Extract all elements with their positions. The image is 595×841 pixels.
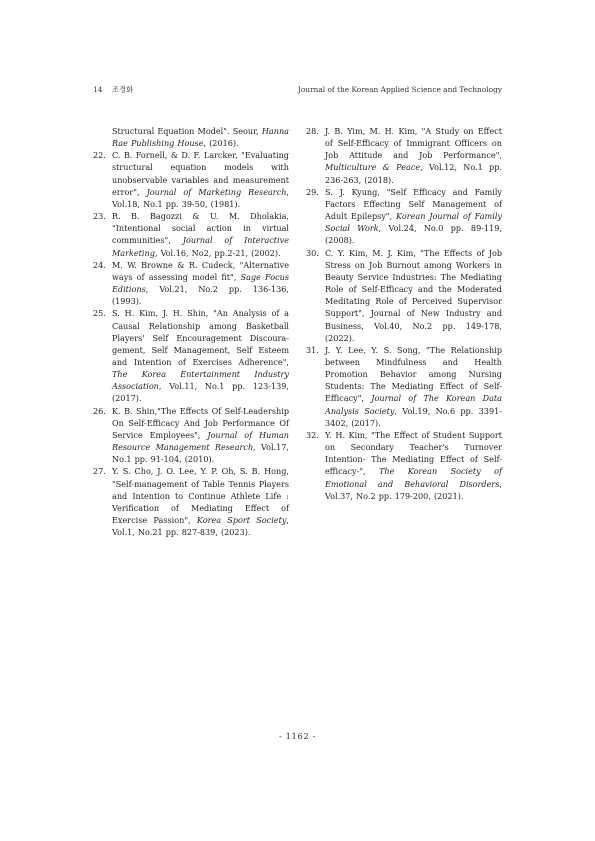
reference-text-run: R. B. Bagozzi & U. M. Dholakia, "Intentional social action in virtual communities",	[112, 211, 289, 246]
reference-item	[93, 307, 289, 404]
references-column-left	[93, 125, 289, 538]
reference-item	[306, 344, 502, 429]
reference-text-run: Structural Equation Model". Seour,	[112, 126, 262, 136]
running-header	[93, 84, 502, 96]
reference-number: 23.	[93, 211, 106, 222]
reference-text	[112, 307, 289, 404]
reference-text-run: S. J. Kyung, "Self Efficacy and Family Factors Effecting Self Management of Adult Epilepsy",	[325, 186, 502, 222]
reference-item	[306, 186, 502, 247]
reference-text-run: , Vol.11, No.1 pp. 123-139, (2017).	[112, 381, 289, 404]
reference-text-run: J. B. Yim, M. H. Kim, "A Study on Effect of Self-Efficacy of Immigrant Officers on Job Attitude and Job Performance",	[325, 126, 502, 161]
reference-text	[325, 125, 502, 186]
reference-number: 29.	[306, 186, 319, 197]
reference-item	[93, 149, 289, 210]
reference-source-title: The Korean Society of Emotional and Behavioral Disorders	[325, 466, 502, 489]
reference-source-title: The Korea Entertainment Industry Association	[112, 369, 289, 392]
reference-source-title: Journal of Marketing Research	[146, 186, 287, 197]
reference-text-run: C. B. Fornell, & D. F. Larcker, "Evaluating structural equation models with unobservable variables and measurement error",	[112, 150, 289, 197]
reference-text	[112, 210, 289, 259]
references-column-right	[306, 125, 502, 502]
reference-source-title: Sage Focus Editions	[112, 271, 289, 295]
reference-source-title: Hanna Rae Publishing House	[112, 126, 289, 149]
reference-text	[112, 259, 289, 308]
reference-source-title: Korea Sport Society	[196, 515, 287, 525]
reference-text-run: , Vol.21, No.2 pp. 136-136, (1993).	[112, 284, 289, 307]
reference-item	[306, 429, 502, 502]
reference-text	[112, 405, 289, 466]
reference-number: 26.	[93, 405, 106, 416]
reference-text	[112, 465, 289, 538]
reference-text-run: , Vol.19, No.6 pp. 3391-3402, (2017).	[325, 405, 502, 428]
reference-number: 25.	[93, 308, 106, 319]
reference-text-run: J. Y. Lee, Y. S. Song, "The Relationship between Mindfulness and Health Promotion Behavior among Nursing Students: The Mediating Effect of Self-Efficacy",	[325, 344, 502, 404]
reference-number: 32.	[306, 429, 319, 440]
reference-text	[112, 149, 289, 210]
reference-number: 22.	[93, 150, 106, 161]
reference-item	[93, 259, 289, 308]
reference-item	[93, 405, 289, 466]
reference-text-run: K. B. Shin,"The Effects Of Self-Leadership On Self-Efficacy And Job Performance Of Service Employees",	[112, 405, 289, 440]
reference-item	[93, 465, 289, 538]
reference-item	[93, 125, 289, 149]
reference-text-run: C. Y. Kim, M. J. Kim, "The Effects of Job Stress on Job Burnout among Workers in Beauty Service Industries: The Mediating Role of Self-Efficacy and the Moderated Meditating Role of Perceived Supervisor Support", Journal of New Industry and Business, Vol.40, No.2 pp. 149-178, (2022).	[325, 247, 502, 343]
reference-text-run: , (2016).	[203, 138, 239, 149]
reference-source-title: Multiculture & Peace	[325, 162, 421, 173]
reference-source-title: Journal of The Korean Data Analysis Society	[325, 393, 502, 416]
reference-item	[306, 247, 502, 344]
reference-text-run: M. W. Browne & R. Cudeck, "Alternative ways of assessing model fit",	[112, 259, 289, 282]
page-number: 14	[93, 85, 103, 94]
reference-number: 28.	[306, 126, 319, 136]
reference-text	[325, 247, 502, 344]
reference-source-title: Journal of Interactive Marketing	[112, 235, 289, 258]
reference-text-run: , Vol.24, No.0 pp. 89-119, (2008).	[325, 223, 502, 246]
reference-source-title: Journal of Human Resource Management Research	[112, 429, 289, 453]
reference-text	[325, 429, 502, 502]
reference-number: 24.	[93, 259, 106, 270]
reference-text-run: , Vol.1, No.21 pp. 827-839, (2023).	[112, 515, 289, 538]
reference-text-run: , Vol.12, No.1 pp. 236-263, (2018).	[325, 162, 502, 185]
reference-item	[306, 125, 502, 186]
reference-text-run: Y. S. Cho, J. O. Lee, Y. P. Oh, S. B. Hong, "Self-management of Table Tennis Players and Intention to Continue Athlete Life : Verification of Mediating Effect of Exercise Passion",	[112, 466, 289, 525]
reference-text-run: Y. H. Kim, "The Effect of Student Support on Secondary Teacher's Turnover Intention- The Mediating Effect of Self-efficacy-",	[325, 429, 502, 477]
reference-text-run: , Vol.16, No2, pp.2-21, (2002).	[154, 247, 281, 258]
page-footer: - 1162 -	[278, 731, 317, 741]
header-author: 조경화	[111, 85, 134, 94]
reference-text	[325, 186, 502, 247]
header-left	[93, 84, 133, 96]
reference-text	[112, 125, 289, 149]
reference-text-run: , Vol.18, No.1 pp. 39-50, (1981).	[112, 186, 289, 209]
reference-source-title: Korean Journal of Family Social Work	[325, 211, 502, 234]
reference-text-run: , Vol.37, No.2 pp. 179-200, (2021).	[325, 478, 502, 501]
reference-number: 31.	[306, 344, 319, 355]
reference-text-run: , Vol.17, No.1 pp. 91-104, (2010).	[112, 442, 289, 465]
reference-number: 30.	[306, 247, 319, 258]
journal-title: Journal of the Korean Applied Science and Technology	[297, 85, 502, 94]
reference-text	[325, 344, 502, 429]
reference-item	[93, 210, 289, 259]
reference-number: 27.	[93, 466, 106, 477]
reference-text-run: S. H. Kim, J. H. Shin, "An Analysis of a Causal Relationship among Basketball Players' Self Encouragement Discoura-gement, Self Management, Self Esteem and Intention of Exercises Adherence",	[112, 308, 289, 367]
